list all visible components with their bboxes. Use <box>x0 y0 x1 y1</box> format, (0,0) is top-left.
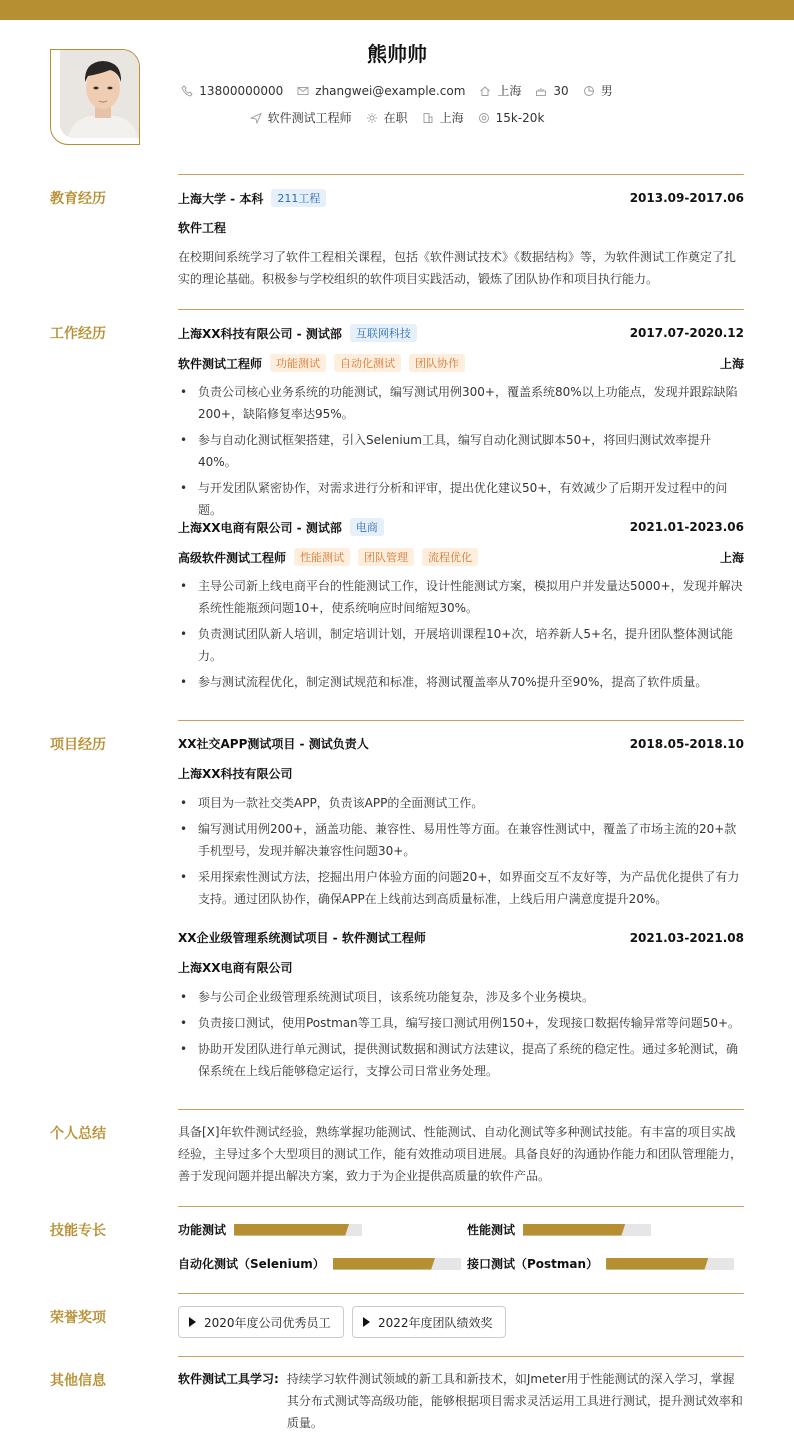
send-icon <box>250 112 262 124</box>
triangle-icon <box>189 1317 196 1327</box>
section-title-summary: 个人总结 <box>50 1126 106 1142</box>
summary-text: 具备[X]年软件测试经验，熟练掌握功能测试、性能测试、自动化测试等多种测试技能。有丰富的项目实战经验，主导过多个大型项目的测试工作，能有效推动项目进展。具备良好的沟通协作能力和团队管理能力，善于发现问题并提出解决方案，致力于为企业提供高质量的软件产品。 <box>178 1125 743 1183</box>
industry-tag: 电商 <box>350 518 384 536</box>
award-label: 2022年度团队绩效奖 <box>378 1315 493 1330</box>
home-icon <box>479 85 491 97</box>
job-position: 软件测试工程师 <box>178 356 263 371</box>
job-company: 上海XX科技有限公司 - 测试部 <box>178 326 342 341</box>
skill-bar-fill <box>333 1258 435 1270</box>
list-item: • 参与自动化测试框架搭建，引入Selenium工具，编写自动化测试脚本50+，将回归测试效率提升40%。 <box>178 429 744 473</box>
school-degree: 上海大学 - 本科 <box>178 191 264 206</box>
skill-name: 功能测试 <box>178 1223 227 1237</box>
job-position: 高级软件测试工程师 <box>178 550 287 565</box>
job-position-row <box>178 548 744 566</box>
skill-name: 接口测试（Postman） <box>467 1257 599 1271</box>
project-title: XX社交APP测试项目 - 测试负责人 <box>178 737 369 751</box>
divider <box>178 1206 744 1207</box>
list-item: • 参与公司企业级管理系统测试项目，该系统功能复杂，涉及多个业务模块。 <box>178 986 744 1008</box>
list-item: • 负责接口测试，使用Postman等工具，编写接口测试用例150+，发现接口数据传输异常等问题50+。 <box>178 1012 744 1034</box>
gender-info <box>583 82 613 99</box>
contact-row <box>0 82 794 99</box>
other-text: 持续学习软件测试领域的新工具和新技术，如Jmeter用于性能测试的深入学习，掌握其分布式测试等高级功能，能够根据项目需求灵活运用工具进行测试，提升测试效率和质量。 <box>286 1372 743 1430</box>
age-info <box>535 84 568 98</box>
building-icon <box>422 112 434 124</box>
job-title-text: 软件测试工程师 <box>267 111 352 125</box>
gear-icon <box>366 112 378 124</box>
candidate-name: 熊帅帅 <box>367 42 427 66</box>
education-header <box>178 189 744 207</box>
phone-icon <box>181 85 193 97</box>
job-bullets <box>178 575 744 697</box>
industry-tag: 互联网科技 <box>350 324 417 342</box>
skill-tag: 流程优化 <box>422 548 478 566</box>
award-item <box>178 1306 344 1338</box>
divider <box>178 1293 744 1294</box>
project-bullets <box>178 792 744 914</box>
skill-item <box>467 1221 651 1238</box>
award-label: 2020年度公司优秀员工 <box>204 1315 331 1330</box>
job-position-row <box>178 354 744 372</box>
project-period: 2021.03-2021.08 <box>629 930 744 945</box>
location-info <box>479 82 521 99</box>
award-item <box>352 1306 506 1338</box>
cake-icon <box>535 85 547 97</box>
skill-name: 性能测试 <box>467 1223 516 1237</box>
list-item: • 与开发团队紧密协作，对需求进行分析和评审，提出优化建议50+，有效减少了后期开发过程中的问题。 <box>178 477 744 521</box>
skill-item <box>178 1221 362 1238</box>
list-item: • 负责测试团队新人培训，制定培训计划，开展培训课程10+次，培养新人5+名，提升团队整体测试能力。 <box>178 623 744 667</box>
skill-tag: 自动化测试 <box>334 354 401 372</box>
divider <box>178 720 744 721</box>
status-text: 在职 <box>383 111 408 125</box>
status-info <box>366 109 408 126</box>
list-item: • 参与测试流程优化，制定测试规范和标准，将测试覆盖率从70%提升至90%，提高了软件质量。 <box>178 671 744 693</box>
age-text: 30 <box>553 83 569 98</box>
skill-item <box>467 1255 734 1272</box>
project-title: XX企业级管理系统测试项目 - 软件测试工程师 <box>178 931 426 945</box>
section-title-other: 其他信息 <box>50 1373 106 1389</box>
skill-bar-fill <box>523 1224 625 1236</box>
project-header <box>178 929 744 946</box>
skill-tag: 团队协作 <box>409 354 465 372</box>
coin-icon <box>478 112 490 124</box>
skill-bar <box>606 1258 734 1270</box>
skill-bar-fill <box>234 1224 349 1236</box>
skill-name: 自动化测试（Selenium） <box>178 1257 325 1271</box>
email-info <box>297 84 465 98</box>
job-company: 上海XX电商有限公司 - 测试部 <box>178 520 342 535</box>
project-bullets <box>178 986 744 1086</box>
divider <box>178 174 744 175</box>
major: 软件工程 <box>178 221 227 235</box>
skill-tag: 性能测试 <box>294 548 350 566</box>
skill-bar-fill <box>606 1258 708 1270</box>
section-title-awards: 荣誉奖项 <box>50 1310 106 1326</box>
divider <box>178 1356 744 1357</box>
job-city: 上海 <box>719 550 744 565</box>
job-city: 上海 <box>719 356 744 371</box>
skill-item <box>178 1255 461 1272</box>
skill-tag: 功能测试 <box>270 354 326 372</box>
city-text: 上海 <box>439 111 464 125</box>
triangle-icon <box>363 1317 370 1327</box>
list-item: • 项目为一款社交类APP，负责该APP的全面测试工作。 <box>178 792 744 814</box>
other-label: 软件测试工具学习: <box>178 1372 279 1386</box>
section-title-projects: 项目经历 <box>50 737 106 753</box>
email-text: zhangwei@example.com <box>315 83 466 98</box>
job-title-info <box>250 109 352 126</box>
mail-icon <box>297 85 309 97</box>
divider <box>178 1109 744 1110</box>
job-header <box>178 518 744 536</box>
list-item: • 负责公司核心业务系统的功能测试，编写测试用例300+，覆盖系统80%以上功能点，发现并跟踪缺陷200+，缺陷修复率达95%。 <box>178 381 744 425</box>
skill-bar <box>523 1224 651 1236</box>
divider <box>178 309 744 310</box>
education-period: 2013.09-2017.06 <box>629 191 744 205</box>
job-bullets <box>178 381 744 525</box>
project-header <box>178 735 744 752</box>
other-info <box>178 1368 744 1434</box>
section-title-skills: 技能专长 <box>50 1223 106 1239</box>
project-company: 上海XX科技有限公司 <box>178 767 293 781</box>
school-tag: 211工程 <box>271 189 326 207</box>
salary-text: 15k-20k <box>495 110 545 125</box>
list-item: • 采用探索性测试方法，挖掘出用户体验方面的问题20+，如界面交互不友好等，为产品优化提供了有力支持。通过团队协作，确保APP在上线前达到高质量标准，上线后用户满意度提升20%。 <box>178 866 744 910</box>
skill-bar <box>234 1224 362 1236</box>
salary-info <box>478 111 545 125</box>
list-item: • 协助开发团队进行单元测试，提供测试数据和测试方法建议，提高了系统的稳定性。通过多轮测试，确保系统在上线后能够稳定运行，支撑公司日常业务处理。 <box>178 1038 744 1082</box>
gender-icon <box>583 85 595 97</box>
job-intent-row <box>0 109 794 126</box>
city-info <box>422 109 464 126</box>
phone-text: 13800000000 <box>199 83 284 98</box>
section-title-work: 工作经历 <box>50 326 106 342</box>
location-text: 上海 <box>497 84 522 98</box>
project-company: 上海XX电商有限公司 <box>178 961 293 975</box>
job-period: 2021.01-2023.06 <box>629 520 744 534</box>
project-period: 2018.05-2018.10 <box>629 736 744 751</box>
section-title-education: 教育经历 <box>50 191 106 207</box>
education-description: 在校期间系统学习了软件工程相关课程，包括《软件测试技术》《数据结构》等，为软件测试工作奠定了扎实的理论基础。积极参与学校组织的软件项目实践活动，锻炼了团队协作和项目执行能力。 <box>178 250 737 286</box>
list-item: • 编写测试用例200+，涵盖功能、兼容性、易用性等方面。在兼容性测试中，覆盖了市场主流的20+款手机型号，发现并解决兼容性问题30+。 <box>178 818 744 862</box>
list-item: • 主导公司新上线电商平台的性能测试工作，设计性能测试方案，模拟用户并发量达5000+，发现并解决系统性能瓶颈问题10+，使系统响应时间缩短30%。 <box>178 575 744 619</box>
skill-tag: 团队管理 <box>358 548 414 566</box>
gender-text: 男 <box>600 84 613 98</box>
job-header <box>178 324 744 342</box>
phone-info <box>181 84 283 98</box>
job-period: 2017.07-2020.12 <box>629 326 744 340</box>
skill-bar <box>333 1258 461 1270</box>
top-accent-bar <box>0 0 794 20</box>
